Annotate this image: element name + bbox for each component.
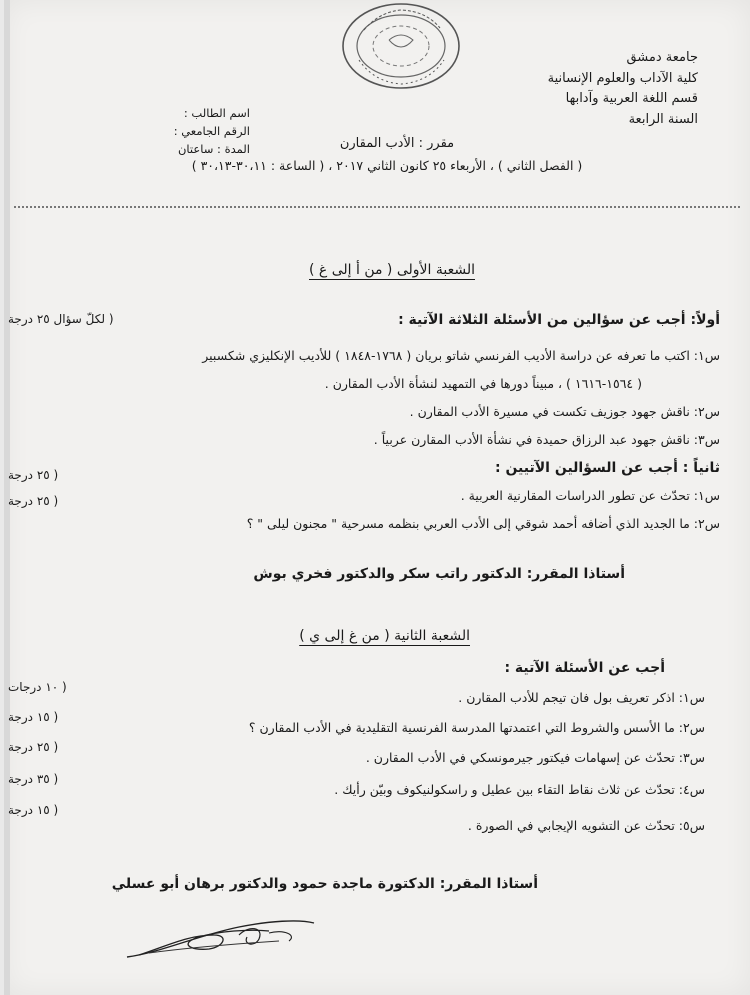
department-name: قسم اللغة العربية وآدابها bbox=[565, 91, 698, 106]
section2-q5: س٥: تحدّث عن التشويه الإيجابي في الصورة . bbox=[467, 818, 705, 833]
part1-q3: س٣: ناقش جهود عبد الرزاق حميدة في نشأة الأدب المقارن عربياً . bbox=[373, 432, 720, 447]
part2-q1: س١: تحدّث عن تطور الدراسات المقارنية العربية . bbox=[460, 488, 720, 503]
section2-q3-marks: ( ٢٥ درجة bbox=[8, 740, 59, 754]
section2-heading: أجب عن الأسئلة الآتية : bbox=[504, 660, 665, 676]
section2-q3: س٣: تحدّث عن إسهامات فيكتور جيرمونسكي في الأدب المقارن . bbox=[365, 750, 705, 765]
part2-q2-marks: ( ٢٥ درجة bbox=[8, 494, 59, 508]
dotted-divider bbox=[14, 206, 740, 208]
section2-q4-marks: ( ٣٥ درجة bbox=[8, 772, 59, 786]
section2-q4: س٤: تحدّث عن ثلاث نقاط التقاء بين عطيل و راسكولنيكوف وبيّن رأيك . bbox=[334, 782, 705, 797]
exam-duration: المدة : ساعتان bbox=[177, 142, 250, 156]
section2-q5-marks: ( ١٥ درجة bbox=[8, 803, 59, 817]
student-id-label: الرقم الجامعي : bbox=[173, 124, 250, 138]
exam-info: ( الفصل الثاني ) ، الأربعاء ٢٥ كانون الثاني ٢٠١٧ ، ( الساعة : ٣٠،١١-٣٠،١٣ ) bbox=[191, 158, 583, 173]
handwritten-signature-icon bbox=[119, 905, 329, 965]
student-name-label: اسم الطالب : bbox=[183, 106, 250, 120]
section1-title: الشعبة الأولى ( من أ إلى غ ) bbox=[309, 262, 475, 278]
section2-q2: س٢: ما الأسس والشروط التي اعتمدتها المدرسة الفرنسية التقليدية في الأدب المقارن ؟ bbox=[248, 720, 705, 735]
part1-q2: س٢: ناقش جهود جوزيف تكست في مسيرة الأدب المقارن . bbox=[409, 404, 720, 419]
university-header bbox=[548, 48, 698, 130]
section2-q2-marks: ( ١٥ درجة bbox=[8, 710, 59, 724]
part1-heading: أولاً: أجب عن سؤالين من الأسئلة الثلاثة الآتية : bbox=[398, 312, 720, 328]
section2-professors: أستاذا المقرر: الدكتورة ماجدة حمود والدكتور برهان أبو عسلي bbox=[111, 876, 538, 892]
part1-q1-line2: ( ١٥٦٤-١٦١٦ ) ، مبيناً دورها في التمهيد لنشأة الأدب المقارن . bbox=[324, 376, 642, 391]
section2-q1: س١: اذكر تعريف بول فان تيجم للأدب المقارن . bbox=[458, 690, 705, 705]
section2-q1-marks: ( ١٠ درجات bbox=[8, 680, 67, 694]
university-name: جامعة دمشق bbox=[626, 50, 698, 65]
part1-q1-line1: س١: اكتب ما تعرفه عن دراسة الأديب الفرنسي شاتو بريان ( ١٧٦٨-١٨٤٨ ) للأديب الإنكليزي شكسبير bbox=[202, 348, 720, 363]
part2-q2: س٢: ما الجديد الذي أضافه أحمد شوقي إلى الأدب العربي بنظمه مسرحية " مجنون ليلى " ؟ bbox=[246, 516, 720, 531]
faculty-name: كلية الآداب والعلوم الإنسانية bbox=[547, 70, 698, 86]
course-title: مقرر : الأدب المقارن bbox=[339, 136, 455, 151]
part2-heading: ثانياً : أجب عن السؤالين الآتيين : bbox=[494, 460, 720, 476]
study-year: السنة الرابعة bbox=[628, 111, 698, 127]
university-stamp-icon bbox=[334, 0, 469, 95]
part1-marks: ( لكلّ سؤال ٢٥ درجة bbox=[8, 312, 114, 326]
exam-page bbox=[4, 0, 750, 995]
part2-q1-marks: ( ٢٥ درجة bbox=[8, 468, 59, 482]
section1-professors: أستاذا المقرر: الدكتور راتب سكر والدكتور فخري بوش bbox=[253, 566, 625, 582]
section2-title: الشعبة الثانية ( من غ إلى ي ) bbox=[299, 628, 470, 644]
